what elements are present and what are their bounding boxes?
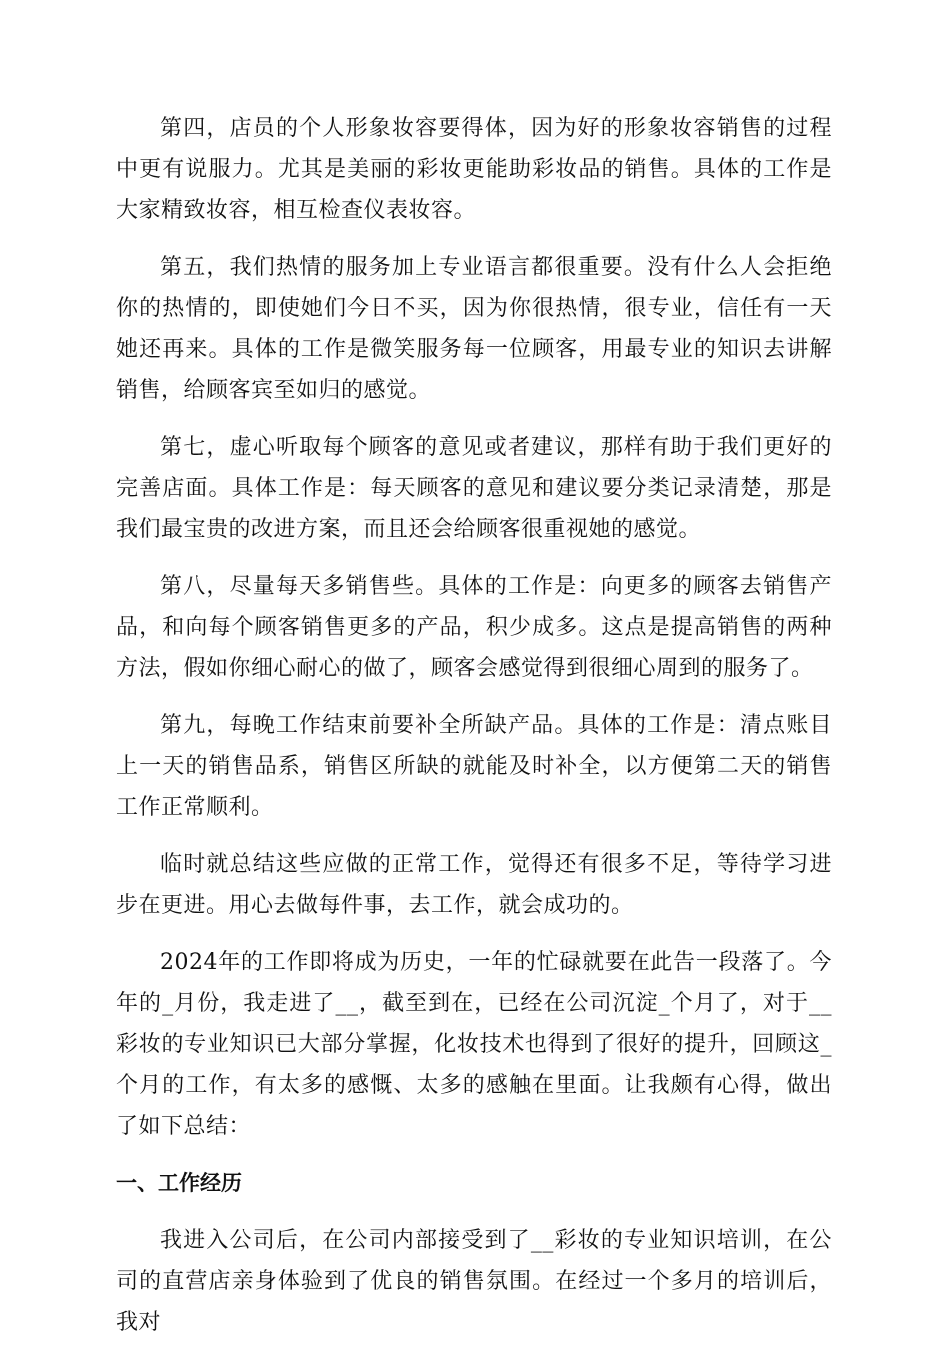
paragraph-fifth-point: 第五，我们热情的服务加上专业语言都很重要。没有什么人会拒绝你的热情的，即使她们今日不买，因为你很热情，很专业，信任有一天她还再来。具体的工作是微笑服务每一位顾客，用最专业的知识去讲解销售，给顾客宾至如归的感觉。 — [116, 255, 832, 403]
paragraph-seventh-point: 第七，虚心听取每个顾客的意见或者建议，那样有助于我们更好的完善店面。具体工作是：每天顾客的意见和建议要分类记录清楚，那是我们最宝贵的改进方案，而且还会给顾客很重视她的感觉。 — [116, 435, 832, 542]
section-heading-work-experience: 一、工作经历 — [116, 1171, 242, 1195]
paragraph-ninth-point: 第九，每晚工作结束前要补全所缺产品。具体的工作是：清点账目上一天的销售品系，销售区所缺的就能及时补全，以方便第二天的销售工作正常顺利。 — [116, 713, 832, 820]
paragraph-fourth-point: 第四，店员的个人形象妆容要得体，因为好的形象妆容销售的过程中更有说服力。尤其是美丽的彩妆更能助彩妆品的销售。具体的工作是大家精致妆容，相互检查仪表妆容。 — [116, 116, 832, 223]
paragraph-eighth-point: 第八，尽量每天多销售些。具体的工作是：向更多的顾客去销售产品，和向每个顾客销售更多的产品，积少成多。这点是提高销售的两种方法，假如你细心耐心的做了，顾客会感觉得到很细心周到的服务了。 — [116, 574, 832, 681]
paragraph-work-experience: 我进入公司后，在公司内部接受到了__彩妆的专业知识培训，在公司的直营店亲身体验到了优良的销售氛围。在经过一个多月的培训后，我对 — [116, 1228, 832, 1335]
document-page — [116, 108, 832, 1359]
paragraph-year-review: 2024年的工作即将成为历史，一年的忙碌就要在此告一段落了。今年的_月份，我走进了__，截至到在，已经在公司沉淀_个月了，对于__彩妆的专业知识已大部分掌握，化妆技术也得到了很好的提升，回顾这_个月的工作，有太多的感慨、太多的感触在里面。让我颇有心得，做出了如下总结： — [116, 950, 832, 1139]
paragraph-summary: 临时就总结这些应做的正常工作，觉得还有很多不足，等待学习进步在更进。用心去做每件事，去工作，就会成功的。 — [116, 852, 832, 918]
